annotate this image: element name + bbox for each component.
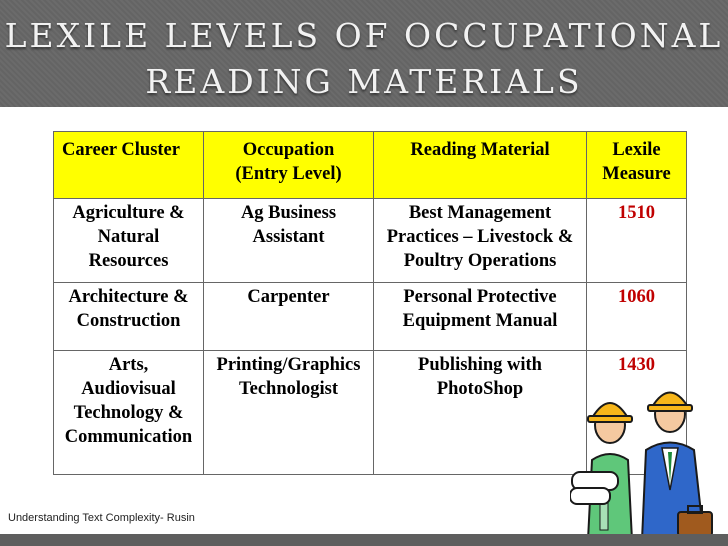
header-reading-material: Reading Material <box>374 132 587 199</box>
cell-reading-material: Personal Protective Equipment Manual <box>374 283 587 351</box>
slide-title-line-2: READING MATERIALS <box>145 62 583 101</box>
bottom-band <box>0 534 728 546</box>
table-row <box>54 283 687 351</box>
cell-occupation: Ag Business Assistant <box>204 199 374 283</box>
slide-title-line-1: LEXILE LEVELS OF OCCUPATIONAL <box>4 16 724 55</box>
cell-reading-material: Publishing with PhotoShop <box>374 351 587 475</box>
cell-lexile-measure: 1430 <box>587 351 687 475</box>
cell-cluster: Agriculture & Natural Resources <box>54 199 204 283</box>
cell-lexile-measure: 1510 <box>587 199 687 283</box>
construction-workers-illustration <box>570 380 720 540</box>
cell-lexile-measure: 1060 <box>587 283 687 351</box>
header-career-cluster: Career Cluster <box>54 132 204 199</box>
cell-occupation: Printing/Graphics Technologist <box>204 351 374 475</box>
table-row <box>54 199 687 283</box>
cell-cluster: Architecture & Construction <box>54 283 204 351</box>
table-header-row <box>54 132 687 199</box>
cell-cluster: Arts, Audiovisual Technology & Communication <box>54 351 204 475</box>
cell-reading-material: Best Management Practices – Livestock & Poultry Operations <box>374 199 587 283</box>
footer-credit: Understanding Text Complexity- Rusin <box>8 512 195 524</box>
worker-right <box>642 393 712 541</box>
header-occupation: Occupation (Entry Level) <box>204 132 374 199</box>
title-bar <box>0 0 728 107</box>
header-lexile-measure: Lexile Measure <box>587 132 687 199</box>
cell-occupation: Carpenter <box>204 283 374 351</box>
worker-left <box>570 403 632 540</box>
